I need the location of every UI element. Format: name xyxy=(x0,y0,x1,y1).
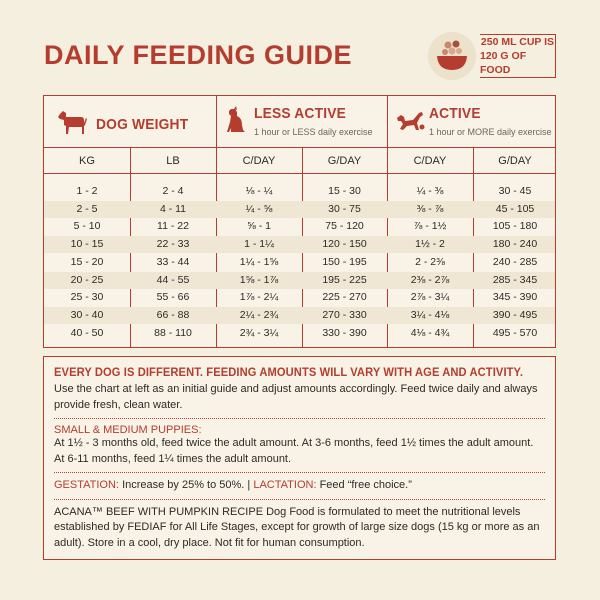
table-row xyxy=(44,218,555,235)
cell-lb: 88 - 110 xyxy=(154,326,192,339)
cell-active-cups: 2⅜ - 2⅞ xyxy=(410,273,450,286)
gestation-text: Increase by 25% to 50%. xyxy=(122,479,245,491)
cell-kg: 20 - 25 xyxy=(70,273,104,286)
cell-lb: 2 - 4 xyxy=(162,185,184,197)
column-header-less-grams: G/DAY xyxy=(327,155,362,167)
cell-kg: 40 - 50 xyxy=(70,326,104,339)
cell-lb: 4 - 11 xyxy=(159,202,187,215)
group-less-active xyxy=(216,96,387,148)
notes-intro: Use the chart at left as an initial guide and adjust amounts accordingly. Feed twice daily and always provide fresh, clean water. xyxy=(54,383,538,411)
column-header-active-cups: C/DAY xyxy=(413,155,447,167)
table-row xyxy=(44,201,555,218)
cell-lb: 55 - 66 xyxy=(156,291,190,304)
table-row xyxy=(44,254,555,271)
cell-active-cups: ⅞ - 1½ xyxy=(413,220,447,233)
feeding-notes xyxy=(43,356,556,560)
divider xyxy=(54,499,545,500)
cell-active-grams: 495 - 570 xyxy=(492,326,538,339)
gestation-lactation-line: GESTATION: Increase by 25% to 50%. | LACTATION: Feed “free choice.” xyxy=(54,479,412,491)
divider xyxy=(54,418,545,419)
cell-kg: 25 - 30 xyxy=(70,291,104,304)
notes-heading: EVERY DOG IS DIFFERENT. FEEDING AMOUNTS WILL VARY WITH AGE AND ACTIVITY. xyxy=(54,365,524,379)
cell-kg: 5 - 10 xyxy=(73,220,101,233)
group-title-active: ACTIVE xyxy=(429,105,481,122)
cell-active-cups: 2 - 2⅜ xyxy=(415,255,445,268)
dog-standing-icon xyxy=(54,106,88,143)
cell-less-grams: 15 - 30 xyxy=(328,185,361,197)
cell-less-grams: 30 - 75 xyxy=(328,202,361,215)
cell-active-grams: 105 - 180 xyxy=(492,220,538,233)
food-bowl-icon xyxy=(428,32,476,80)
group-active xyxy=(387,96,557,148)
cell-less-grams: 150 - 195 xyxy=(322,255,367,268)
cell-lb: 11 - 22 xyxy=(157,220,189,233)
cell-active-grams: 345 - 390 xyxy=(492,291,538,304)
cell-active-grams: 180 - 240 xyxy=(492,238,538,251)
group-title-less-active: LESS ACTIVE xyxy=(254,105,346,122)
cell-lb: 33 - 44 xyxy=(156,255,190,268)
column-header-active-grams: G/DAY xyxy=(498,155,532,167)
dog-playing-icon xyxy=(395,108,425,139)
table-row xyxy=(44,183,555,200)
table-row xyxy=(44,307,555,324)
cell-active-cups: 4⅛ - 4¾ xyxy=(410,326,450,339)
cell-active-grams: 285 - 345 xyxy=(492,273,538,286)
cell-less-cups: 2¼ - 2¾ xyxy=(239,308,279,321)
cell-less-grams: 330 - 390 xyxy=(322,326,367,339)
divider xyxy=(54,472,545,473)
cell-lb: 22 - 33 xyxy=(156,238,190,251)
table-row xyxy=(44,325,555,342)
cell-kg: 1 - 2 xyxy=(76,185,98,197)
cup-conversion-text xyxy=(480,34,556,78)
cell-active-cups: 1½ - 2 xyxy=(415,238,445,251)
puppies-text: At 1½ - 3 months old, feed twice the adult amount. At 3-6 months, feed 1½ times the adult amount. At 6-11 months, feed 1¼ times the adult amount. xyxy=(54,437,534,465)
cell-active-cups: ¼ - ⅜ xyxy=(416,185,444,197)
column-header-row xyxy=(44,148,555,174)
group-subtitle-less-active: 1 hour or LESS daily exercise xyxy=(254,127,373,137)
nutritional-statement: ACANA™ BEEF WITH PUMPKIN RECIPE Dog Food is formulated to meet the nutritional levels established by FEDIAF for All Life Stages, except for growth of large size dogs (15 kg or more as an adult). Store in a cool, dry place. Not fit for human consumption. xyxy=(54,505,540,549)
cup-note xyxy=(428,32,556,80)
table-row xyxy=(44,272,555,289)
cell-kg: 10 - 15 xyxy=(70,238,104,251)
gestation-label: GESTATION: xyxy=(54,479,119,491)
cell-active-cups: 3¼ - 4⅛ xyxy=(410,308,450,321)
cell-kg: 30 - 40 xyxy=(70,308,104,321)
cup-line-1: 250 ML CUP IS xyxy=(480,35,555,48)
cup-line-2: 120 G OF FOOD xyxy=(480,49,527,77)
cell-active-grams: 390 - 495 xyxy=(492,308,538,321)
cell-less-grams: 195 - 225 xyxy=(322,273,367,286)
cell-less-cups: 1⅝ - 1⅞ xyxy=(239,273,279,286)
cell-less-cups: ⅛ - ¼ xyxy=(245,185,273,197)
column-header-less-cups: C/DAY xyxy=(242,155,276,167)
feeding-table xyxy=(43,95,556,348)
cell-less-cups: ⅝ - 1 xyxy=(247,220,271,233)
cell-lb: 44 - 55 xyxy=(156,273,190,286)
cell-less-grams: 270 - 330 xyxy=(322,308,367,321)
cell-kg: 15 - 20 xyxy=(70,255,104,268)
group-header-row xyxy=(44,96,555,148)
cell-less-grams: 225 - 270 xyxy=(322,291,367,304)
cell-less-cups: ¼ - ⅝ xyxy=(245,202,273,215)
group-title-dog-weight: DOG WEIGHT xyxy=(96,116,189,133)
cell-active-cups: ⅜ - ⅞ xyxy=(416,202,444,215)
cell-kg: 2 - 5 xyxy=(76,202,98,215)
cell-lb: 66 - 88 xyxy=(156,308,190,321)
cell-active-grams: 45 - 105 xyxy=(495,202,535,215)
cell-less-cups: 1⅞ - 2¼ xyxy=(239,291,279,304)
column-header-lb: LB xyxy=(166,155,180,167)
group-subtitle-active: 1 hour or MORE daily exercise xyxy=(429,127,552,137)
dog-sitting-icon xyxy=(225,106,247,139)
cell-active-grams: 30 - 45 xyxy=(498,185,532,197)
cell-active-grams: 240 - 285 xyxy=(492,255,538,268)
cell-less-cups: 1¼ - 1⅝ xyxy=(239,255,279,268)
group-dog-weight xyxy=(44,96,216,148)
puppies-label: SMALL & MEDIUM PUPPIES: xyxy=(54,424,202,436)
lactation-text: Feed “free choice.” xyxy=(319,479,412,491)
cell-less-grams: 120 - 150 xyxy=(322,238,367,251)
cell-active-cups: 2⅞ - 3¼ xyxy=(410,291,450,304)
lactation-label: LACTATION: xyxy=(253,479,317,491)
table-row xyxy=(44,236,555,253)
cell-less-cups: 1 - 1¼ xyxy=(244,238,274,251)
table-row xyxy=(44,289,555,306)
cell-less-cups: 2¾ - 3¼ xyxy=(239,326,279,339)
page-title: DAILY FEEDING GUIDE xyxy=(44,40,353,70)
cell-less-grams: 75 - 120 xyxy=(325,220,364,233)
column-header-kg: KG xyxy=(79,155,95,167)
